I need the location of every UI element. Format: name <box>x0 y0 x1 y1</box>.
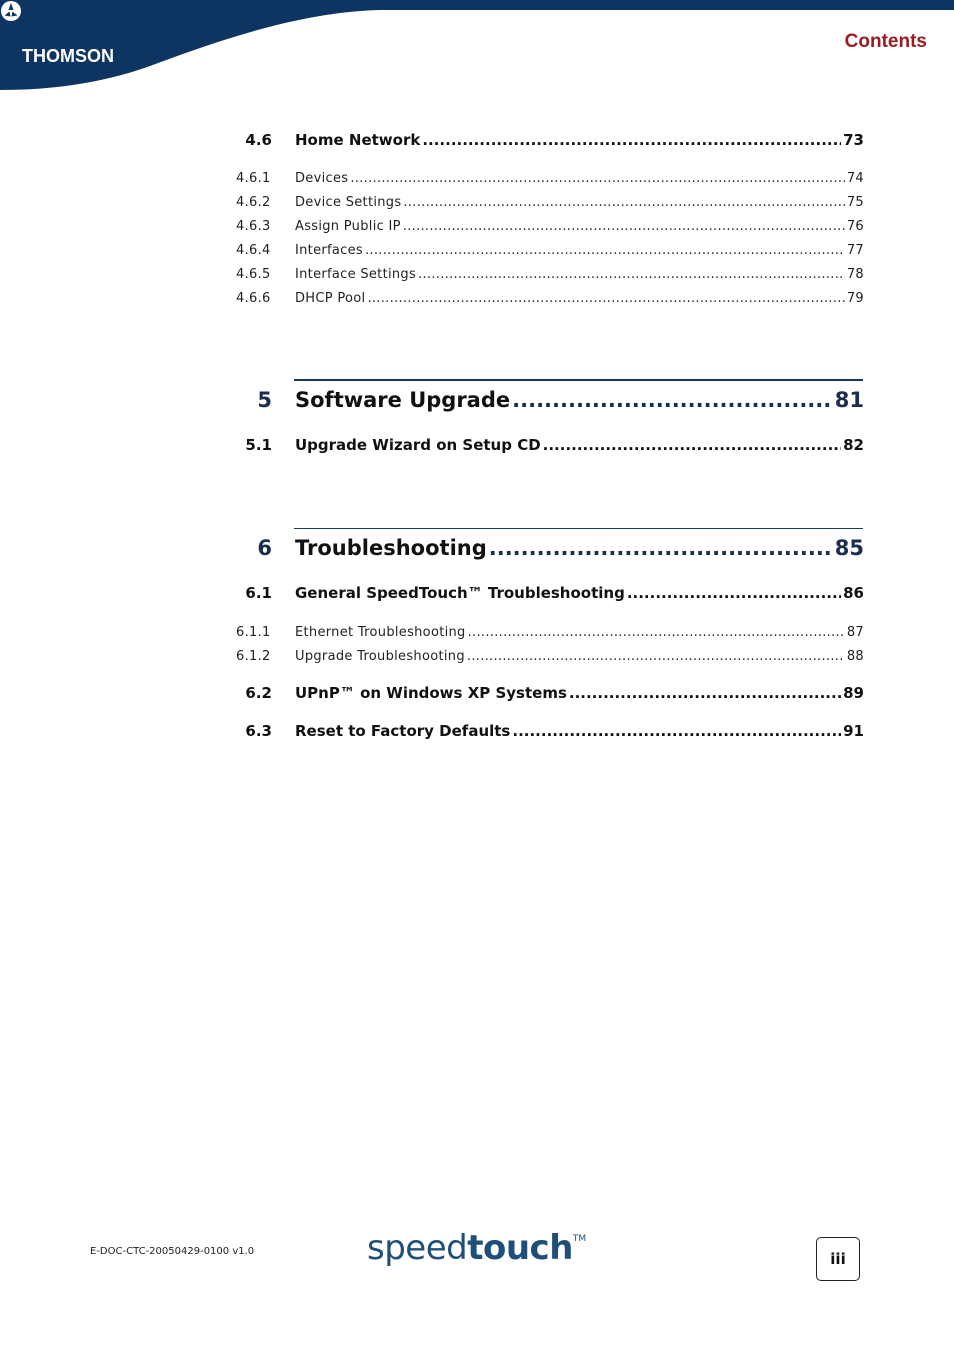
toc-title: General SpeedTouch™ Troubleshooting <box>295 584 625 602</box>
header-band <box>0 0 954 100</box>
toc-page: 82 <box>843 436 864 454</box>
toc-number: 5.1 <box>245 436 272 454</box>
toc-entry-6-1-1[interactable] <box>232 625 864 640</box>
thomson-logo-icon <box>0 0 22 22</box>
toc-title: Upgrade Troubleshooting <box>295 649 465 664</box>
toc-title: Devices <box>295 171 349 186</box>
toc-number: 4.6.6 <box>236 291 271 306</box>
toc-leader <box>569 684 841 702</box>
toc-leader <box>350 171 845 186</box>
toc-page: 75 <box>846 195 864 210</box>
toc-number: 4.6.4 <box>236 243 271 258</box>
toc-leader <box>365 243 845 258</box>
toc-title: Home Network <box>295 131 421 149</box>
toc-leader <box>627 584 841 602</box>
toc-number: 6.2 <box>245 684 272 702</box>
toc-number: 5 <box>257 388 272 412</box>
toc-entry-6-2[interactable] <box>232 684 864 702</box>
brand-name: THOMSON <box>22 46 114 66</box>
toc-page: 79 <box>846 291 864 306</box>
toc-leader <box>422 131 841 149</box>
toc-entry-4-6-1[interactable] <box>232 171 864 186</box>
toc-chapter-5[interactable] <box>232 388 864 412</box>
logo-trademark: TM <box>572 1234 587 1244</box>
toc-entry-5-1[interactable] <box>232 436 864 454</box>
toc-title: Interfaces <box>295 243 363 258</box>
toc-page: 91 <box>843 722 864 740</box>
toc-page: 89 <box>843 684 864 702</box>
toc-page: 85 <box>834 536 864 560</box>
toc-leader <box>403 219 845 234</box>
toc-leader <box>468 625 845 640</box>
toc-entry-4-6[interactable] <box>232 131 864 149</box>
toc-page: 87 <box>846 625 864 640</box>
logo-touch: touch <box>467 1228 573 1268</box>
toc-title: Interface Settings <box>295 267 417 282</box>
toc-page: 86 <box>843 584 864 602</box>
toc-leader <box>512 388 833 412</box>
toc-entry-4-6-4[interactable] <box>232 243 864 258</box>
toc-number: 4.6.2 <box>236 195 271 210</box>
toc-leader <box>418 267 845 282</box>
toc-page: 73 <box>843 131 864 149</box>
toc-page: 78 <box>846 267 864 282</box>
toc-title: Reset to Factory Defaults <box>295 722 511 740</box>
toc-number: 4.6.5 <box>236 267 271 282</box>
logo-speed: speed <box>367 1228 468 1268</box>
toc-entry-4-6-5[interactable] <box>232 267 864 282</box>
toc-number: 4.6.3 <box>236 219 271 234</box>
toc-entry-4-6-3[interactable] <box>232 219 864 234</box>
toc-title: UPnP™ on Windows XP Systems <box>295 684 567 702</box>
toc-page: 81 <box>834 388 864 412</box>
toc-page: 76 <box>846 219 864 234</box>
chapter-divider <box>294 379 863 381</box>
toc-leader <box>467 649 845 664</box>
toc-title: Upgrade Wizard on Setup CD <box>295 436 541 454</box>
toc-number: 4.6 <box>245 131 272 149</box>
toc-title: Ethernet Troubleshooting <box>295 625 466 640</box>
toc-entry-4-6-2[interactable] <box>232 195 864 210</box>
toc-leader <box>543 436 841 454</box>
toc-number: 4.6.1 <box>236 171 271 186</box>
toc-title: Device Settings <box>295 195 402 210</box>
toc-leader <box>512 722 841 740</box>
toc-title: DHCP Pool <box>295 291 366 306</box>
toc-page: 77 <box>846 243 864 258</box>
toc-entry-6-1-2[interactable] <box>232 649 864 664</box>
page-header <box>0 0 954 100</box>
toc-title: Software Upgrade <box>295 388 511 412</box>
toc-number: 6.1 <box>245 584 272 602</box>
page-number: iii <box>816 1237 860 1281</box>
toc-number: 6.1.2 <box>236 649 271 664</box>
toc-entry-6-3[interactable] <box>232 722 864 740</box>
toc-number: 6.1.1 <box>236 625 271 640</box>
toc-entry-6-1[interactable] <box>232 584 864 602</box>
toc-leader <box>367 291 844 306</box>
toc-entry-4-6-6[interactable] <box>232 291 864 306</box>
toc-page: 74 <box>846 171 864 186</box>
section-title: Contents <box>844 31 927 52</box>
document-id: E-DOC-CTC-20050429-0100 v1.0 <box>90 1246 255 1257</box>
toc-title: Troubleshooting <box>295 536 487 560</box>
toc-number: 6 <box>257 536 272 560</box>
toc-number: 6.3 <box>245 722 272 740</box>
toc-leader <box>489 536 833 560</box>
toc-title: Assign Public IP <box>295 219 401 234</box>
chapter-divider <box>294 528 863 529</box>
toc-page: 88 <box>846 649 864 664</box>
toc-chapter-6[interactable] <box>232 536 864 560</box>
toc-leader <box>403 195 844 210</box>
speedtouch-logo <box>367 1228 586 1268</box>
